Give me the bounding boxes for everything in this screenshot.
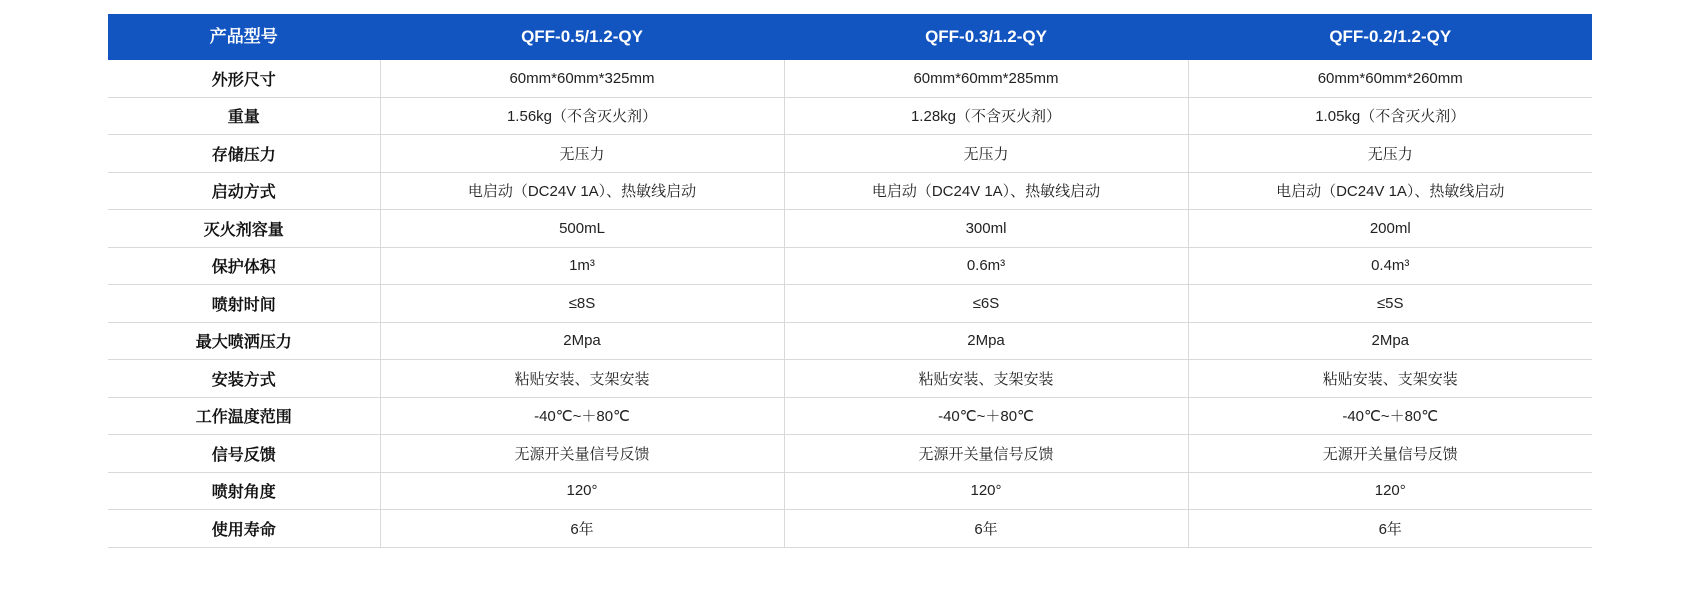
row-label: 启动方式 bbox=[108, 172, 380, 210]
row-value: 120° bbox=[1188, 472, 1592, 510]
row-label: 喷射角度 bbox=[108, 472, 380, 510]
row-value: 1.05kg（不含灭火剂） bbox=[1188, 97, 1592, 135]
table-row bbox=[108, 510, 1592, 548]
row-label: 喷射时间 bbox=[108, 285, 380, 323]
row-value: 200ml bbox=[1188, 210, 1592, 248]
table-body bbox=[108, 60, 1592, 547]
row-value: 6年 bbox=[380, 510, 784, 548]
table-row bbox=[108, 435, 1592, 473]
row-label: 灭火剂容量 bbox=[108, 210, 380, 248]
row-value: 6年 bbox=[784, 510, 1188, 548]
row-value: 60mm*60mm*260mm bbox=[1188, 60, 1592, 97]
row-value: ≤8S bbox=[380, 285, 784, 323]
header-cell-product-model: 产品型号 bbox=[108, 14, 380, 60]
specification-table bbox=[108, 14, 1592, 548]
row-value: 无源开关量信号反馈 bbox=[380, 435, 784, 473]
row-value: 60mm*60mm*325mm bbox=[380, 60, 784, 97]
row-value: 120° bbox=[380, 472, 784, 510]
row-value: 1.56kg（不含灭火剂） bbox=[380, 97, 784, 135]
row-value: -40℃~＋80℃ bbox=[1188, 397, 1592, 435]
row-value: 60mm*60mm*285mm bbox=[784, 60, 1188, 97]
row-label: 信号反馈 bbox=[108, 435, 380, 473]
header-row bbox=[108, 14, 1592, 60]
table-row bbox=[108, 60, 1592, 97]
row-value: -40℃~＋80℃ bbox=[380, 397, 784, 435]
table-row bbox=[108, 172, 1592, 210]
row-label: 工作温度范围 bbox=[108, 397, 380, 435]
row-label: 外形尺寸 bbox=[108, 60, 380, 97]
row-value: 无源开关量信号反馈 bbox=[1188, 435, 1592, 473]
row-value: ≤6S bbox=[784, 285, 1188, 323]
row-value: 1.28kg（不含灭火剂） bbox=[784, 97, 1188, 135]
row-value: 1m³ bbox=[380, 247, 784, 285]
header-cell-model-3: QFF-0.2/1.2-QY bbox=[1188, 14, 1592, 60]
specification-table-container bbox=[108, 14, 1592, 548]
table-row bbox=[108, 397, 1592, 435]
row-label: 保护体积 bbox=[108, 247, 380, 285]
header-cell-model-1: QFF-0.5/1.2-QY bbox=[380, 14, 784, 60]
row-value: 300ml bbox=[784, 210, 1188, 248]
row-label: 最大喷洒压力 bbox=[108, 322, 380, 360]
row-value: 0.6m³ bbox=[784, 247, 1188, 285]
row-value: 无压力 bbox=[1188, 135, 1592, 173]
table-header bbox=[108, 14, 1592, 60]
table-row bbox=[108, 135, 1592, 173]
row-label: 安装方式 bbox=[108, 360, 380, 398]
row-value: 0.4m³ bbox=[1188, 247, 1592, 285]
table-row bbox=[108, 322, 1592, 360]
row-value: 无压力 bbox=[380, 135, 784, 173]
table-row bbox=[108, 97, 1592, 135]
row-value: 粘贴安装、支架安装 bbox=[1188, 360, 1592, 398]
row-label: 存储压力 bbox=[108, 135, 380, 173]
row-value: 2Mpa bbox=[380, 322, 784, 360]
row-value: 120° bbox=[784, 472, 1188, 510]
header-cell-model-2: QFF-0.3/1.2-QY bbox=[784, 14, 1188, 60]
table-row bbox=[108, 285, 1592, 323]
row-value: ≤5S bbox=[1188, 285, 1592, 323]
row-value: 无源开关量信号反馈 bbox=[784, 435, 1188, 473]
row-value: 无压力 bbox=[784, 135, 1188, 173]
row-value: 粘贴安装、支架安装 bbox=[380, 360, 784, 398]
row-value: 粘贴安装、支架安装 bbox=[784, 360, 1188, 398]
row-value: 电启动（DC24V 1A）、热敏线启动 bbox=[380, 172, 784, 210]
row-label: 重量 bbox=[108, 97, 380, 135]
row-value: 2Mpa bbox=[1188, 322, 1592, 360]
table-row bbox=[108, 472, 1592, 510]
row-value: 2Mpa bbox=[784, 322, 1188, 360]
row-value: 电启动（DC24V 1A）、热敏线启动 bbox=[784, 172, 1188, 210]
table-row bbox=[108, 210, 1592, 248]
row-label: 使用寿命 bbox=[108, 510, 380, 548]
row-value: 电启动（DC24V 1A）、热敏线启动 bbox=[1188, 172, 1592, 210]
table-row bbox=[108, 247, 1592, 285]
row-value: 6年 bbox=[1188, 510, 1592, 548]
row-value: -40℃~＋80℃ bbox=[784, 397, 1188, 435]
row-value: 500mL bbox=[380, 210, 784, 248]
table-row bbox=[108, 360, 1592, 398]
